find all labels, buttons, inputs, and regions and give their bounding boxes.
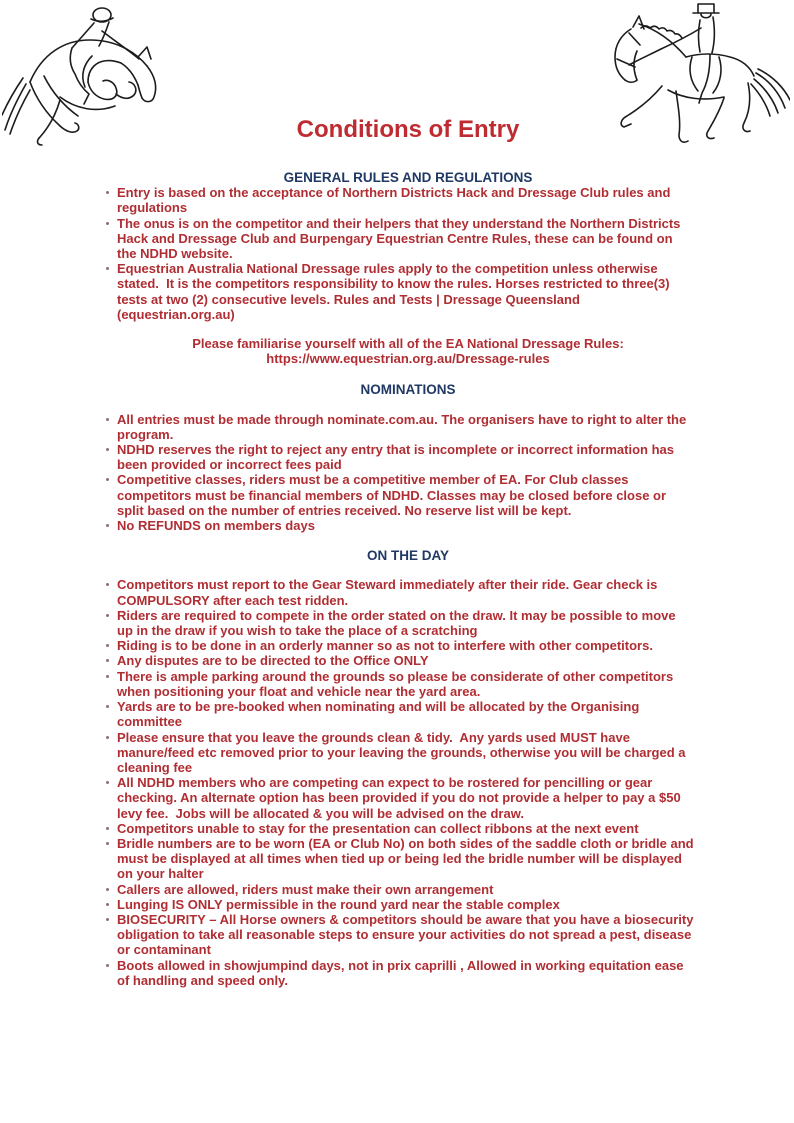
list-item: Yards are to be pre-booked when nominating and will be allocated by the Organising committee: [117, 699, 695, 729]
section-heading-nominations: NOMINATIONS: [360, 382, 456, 398]
list-item: All NDHD members who are competing can expect to be rostered for pencilling or gear checking. An alternate option has been provided if you do not provide a helper to pay a $50 levy fee. Jobs will be allocated & you will be advised on the draw.: [117, 775, 695, 821]
list-item: Competitors unable to stay for the presentation can collect ribbons at the next event: [117, 821, 695, 836]
list-item: Competitive classes, riders must be a competitive member of EA. For Club classes competitors must be financial members of NDHD. Classes may be closed before close or split based on the number of entries received. No reserve list will be kept.: [117, 472, 695, 518]
section-heading-general-rules: GENERAL RULES AND REGULATIONS: [283, 170, 533, 185]
list-item: Equestrian Australia National Dressage rules apply to the competition unless otherwise stated. It is the competitors responsibility to know the rules. Horses restricted to three(3) tests at two (2) consecutive levels. Rules and Tests | Dressage Queensland (equestrian.org.au): [117, 261, 695, 322]
list-item: Please ensure that you leave the grounds clean & tidy. Any yards used MUST have manure/feed etc removed prior to your leaving the grounds, otherwise you will be charged a cleaning fee: [117, 730, 695, 776]
nominations-list: [100, 412, 695, 534]
dressage-rules-url: https://www.equestrian.org.au/Dressage-rules: [266, 351, 550, 367]
dressage-rules-notice: [100, 336, 716, 366]
page-title: Conditions of Entry: [296, 116, 520, 143]
list-item: BIOSECURITY – All Horse owners & competitors should be aware that you have a biosecurity obligation to take all reasonable steps to ensure your activities do not spread a pest, disease or contaminant: [117, 911, 698, 958]
list-item: Callers are allowed, riders must make their own arrangement: [117, 882, 695, 897]
list-item: There is ample parking around the grounds so please be considerate of other competitors when positioning your float and vehicle near the yard area.: [117, 669, 695, 699]
list-item: NDHD reserves the right to reject any entry that is incomplete or incorrect information has been provided or incorrect fees paid: [117, 442, 695, 472]
notice-line: Please familiarise yourself with all of the EA National Dressage Rules:: [192, 336, 624, 352]
list-item: Entry is based on the acceptance of Northern Districts Hack and Dressage Club rules and regulations: [117, 185, 695, 215]
list-item: Lunging IS ONLY permissible in the round yard near the stable complex: [117, 897, 695, 912]
document-content: [100, 170, 716, 988]
list-item: No REFUNDS on members days: [117, 518, 695, 533]
list-item: Bridle numbers are to be worn (EA or Club No) on both sides of the saddle cloth or bridle and must be displayed at all times when tied up or being led the bridle number will be displayed on your halter: [117, 835, 698, 882]
list-item: Competitors must report to the Gear Steward immediately after their ride. Gear check is COMPULSORY after each test ridden.: [117, 577, 695, 607]
list-item: Riders are required to compete in the order stated on the draw. It may be possible to move up in the draw if you wish to take the place of a scratching: [117, 608, 695, 638]
general-rules-list: [100, 185, 695, 322]
list-item: Any disputes are to be directed to the Office ONLY: [117, 653, 695, 668]
list-item: All entries must be made through nominate.com.au. The organisers have to right to alter the program.: [117, 412, 695, 442]
list-item: Riding is to be done in an orderly manner so as not to interfere with other competitors.: [117, 638, 695, 653]
list-item: Boots allowed in showjumpind days, not in prix caprilli , Allowed in working equitation ease of handling and speed only.: [117, 958, 695, 988]
section-heading-on-the-day: ON THE DAY: [366, 548, 449, 564]
list-item: The onus is on the competitor and their helpers that they understand the Northern Districts Hack and Dressage Club and Burpengary Equestrian Centre Rules, these can be found on the NDHD website.: [117, 216, 695, 262]
on-the-day-list: [100, 577, 698, 988]
